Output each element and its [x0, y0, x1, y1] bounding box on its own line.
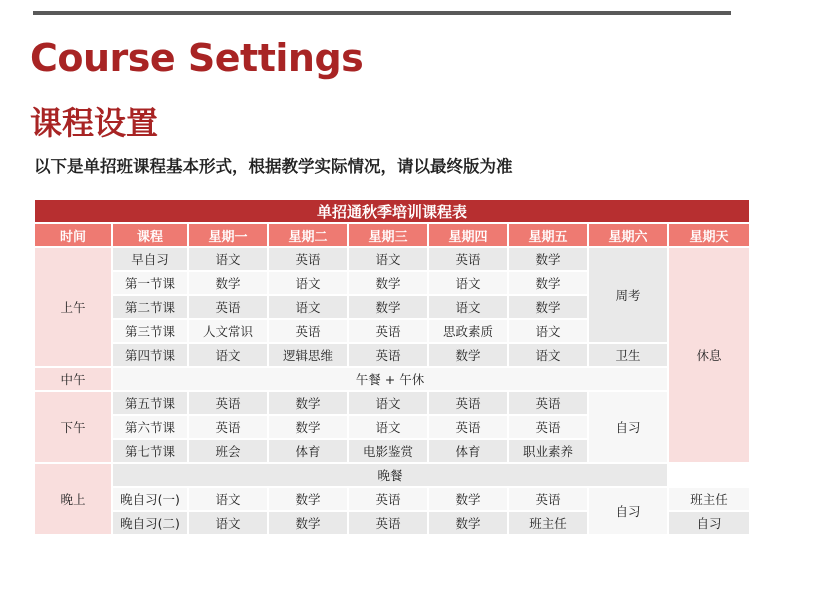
saturday-evening-self-study: 自习 — [588, 487, 668, 535]
schedule-cell: 班主任 — [508, 511, 588, 535]
schedule-cell: 英语 — [428, 415, 508, 439]
header-cell: 星期四 — [428, 223, 508, 247]
schedule-cell: 班会 — [188, 439, 268, 463]
course-name: 第六节课 — [112, 415, 188, 439]
schedule-cell: 数学 — [268, 391, 348, 415]
schedule-cell: 英语 — [268, 319, 348, 343]
schedule-cell: 英语 — [428, 391, 508, 415]
schedule-cell: 英语 — [428, 247, 508, 271]
schedule-cell: 体育 — [268, 439, 348, 463]
schedule-cell: 英语 — [348, 487, 428, 511]
schedule-cell: 语文 — [348, 391, 428, 415]
saturday-self-study: 自习 — [588, 391, 668, 463]
schedule-cell: 数学 — [508, 271, 588, 295]
header-cell: 星期天 — [668, 223, 750, 247]
header-cell: 课程 — [112, 223, 188, 247]
course-name: 第二节课 — [112, 295, 188, 319]
schedule-table — [33, 198, 751, 536]
table-row — [34, 367, 750, 391]
schedule-cell: 职业素养 — [508, 439, 588, 463]
schedule-cell: 数学 — [508, 247, 588, 271]
schedule-cell: 人文常识 — [188, 319, 268, 343]
schedule-cell: 电影鉴赏 — [348, 439, 428, 463]
schedule-cell: 语文 — [188, 511, 268, 535]
schedule-cell: 数学 — [268, 487, 348, 511]
schedule-cell: 英语 — [508, 391, 588, 415]
header-row — [34, 223, 750, 247]
schedule-cell: 数学 — [508, 295, 588, 319]
table-row — [34, 391, 750, 415]
sunday-evening-cell: 班主任 — [668, 487, 750, 511]
sunday-rest: 休息 — [668, 247, 750, 463]
saturday-exam: 周考 — [588, 247, 668, 343]
schedule-cell: 体育 — [428, 439, 508, 463]
schedule-cell: 语文 — [188, 343, 268, 367]
schedule-cell: 语文 — [428, 295, 508, 319]
schedule-cell: 数学 — [348, 271, 428, 295]
schedule-cell: 数学 — [428, 343, 508, 367]
schedule-cell: 语文 — [188, 487, 268, 511]
course-name: 晚自习(二) — [112, 511, 188, 535]
page-subtitle: 以下是单招班课程基本形式，根据教学实际情况，请以最终版为准 — [34, 157, 513, 176]
schedule-cell: 英语 — [188, 295, 268, 319]
schedule-cell: 数学 — [268, 511, 348, 535]
schedule-cell: 语文 — [268, 271, 348, 295]
course-name: 第七节课 — [112, 439, 188, 463]
schedule-cell: 数学 — [428, 511, 508, 535]
period-noon: 中午 — [34, 367, 112, 391]
schedule-cell: 数学 — [428, 487, 508, 511]
course-name: 第三节课 — [112, 319, 188, 343]
header-cell: 星期六 — [588, 223, 668, 247]
course-name: 第一节课 — [112, 271, 188, 295]
schedule-cell: 逻辑思维 — [268, 343, 348, 367]
period-evening: 晚上 — [34, 463, 112, 535]
schedule-cell: 英语 — [508, 487, 588, 511]
page-title-chinese: 课程设置 — [30, 104, 159, 142]
schedule-cell: 语文 — [268, 295, 348, 319]
saturday-hygiene: 卫生 — [588, 343, 668, 367]
schedule-cell: 英语 — [268, 247, 348, 271]
schedule-cell: 语文 — [348, 247, 428, 271]
course-name: 晚自习(一) — [112, 487, 188, 511]
period-morning: 上午 — [34, 247, 112, 367]
header-cell: 星期一 — [188, 223, 268, 247]
page-title: Course Settings — [30, 36, 364, 80]
schedule-cell: 英语 — [508, 415, 588, 439]
schedule-cell: 英语 — [348, 511, 428, 535]
table-row — [34, 463, 750, 487]
period-afternoon: 下午 — [34, 391, 112, 463]
table-row — [34, 343, 750, 367]
top-divider — [33, 11, 731, 15]
schedule-cell: 数学 — [188, 271, 268, 295]
dinner-row: 晚餐 — [112, 463, 668, 487]
table-row — [34, 247, 750, 271]
schedule-cell: 英语 — [188, 391, 268, 415]
schedule-cell: 语文 — [428, 271, 508, 295]
course-name: 第五节课 — [112, 391, 188, 415]
schedule-cell: 语文 — [188, 247, 268, 271]
noon-activity: 午餐 + 午休 — [112, 367, 668, 391]
header-cell: 星期五 — [508, 223, 588, 247]
schedule-cell: 数学 — [348, 295, 428, 319]
header-cell: 星期二 — [268, 223, 348, 247]
course-name: 早自习 — [112, 247, 188, 271]
schedule-cell: 语文 — [508, 319, 588, 343]
schedule-cell: 语文 — [508, 343, 588, 367]
course-name: 第四节课 — [112, 343, 188, 367]
table-row — [34, 487, 750, 511]
table-title: 单招通秋季培训课程表 — [34, 199, 750, 223]
schedule-cell: 英语 — [348, 319, 428, 343]
header-cell: 时间 — [34, 223, 112, 247]
schedule-cell: 思政素质 — [428, 319, 508, 343]
schedule-cell: 英语 — [188, 415, 268, 439]
header-cell: 星期三 — [348, 223, 428, 247]
schedule-cell: 数学 — [268, 415, 348, 439]
schedule-cell: 语文 — [348, 415, 428, 439]
sunday-evening-cell: 自习 — [668, 511, 750, 535]
schedule-cell: 英语 — [348, 343, 428, 367]
